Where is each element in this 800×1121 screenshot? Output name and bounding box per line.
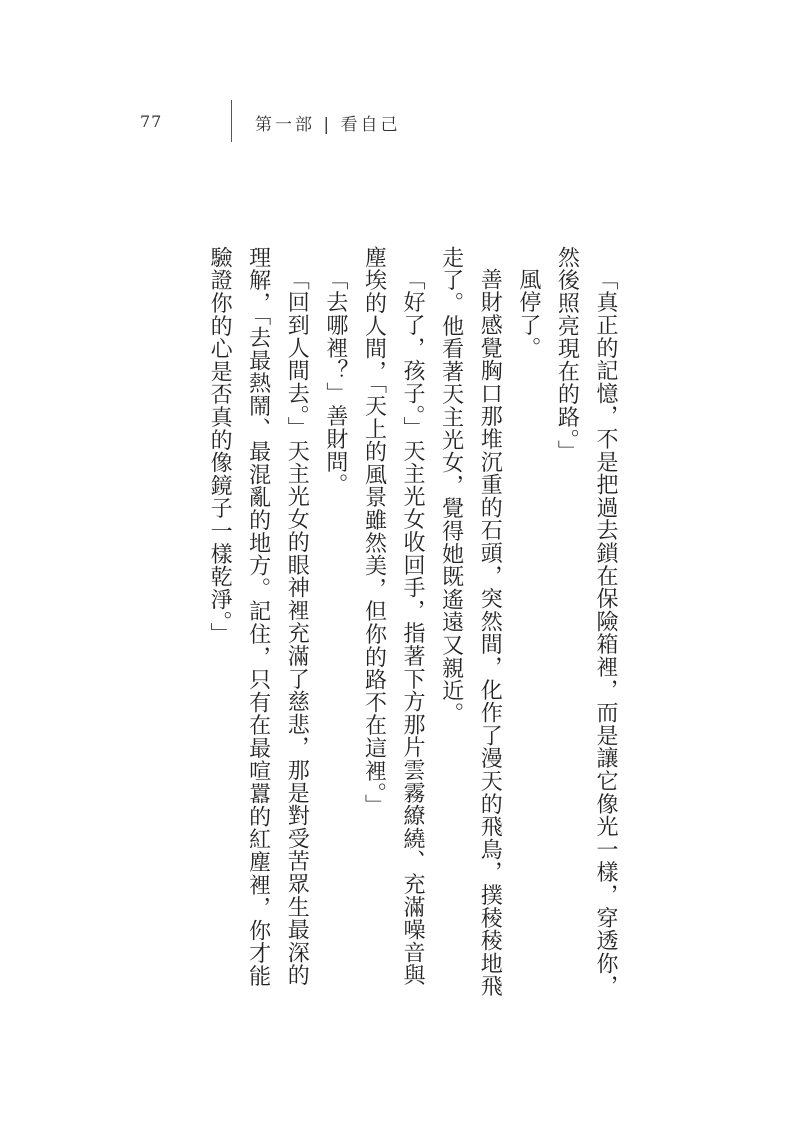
title-separator: | — [323, 115, 333, 135]
section-title: 第一部 — [255, 115, 315, 135]
running-head — [255, 110, 401, 135]
vertical-body-text — [199, 246, 624, 1006]
paragraph: 善財感覺胸口那堆沉重的石頭，突然間，化作了漫天的飛鳥，撲稜稜地飛走了。他看著天主光女，覺得她既遙遠又親近。 — [438, 246, 503, 998]
paragraph: 「好了，孩子。」天主光女收回手，指著下方那片雲霧繚繞、充滿噪音與塵埃的人間，「天上的風景雖然美，但你的路不在這裡。」 — [361, 246, 426, 987]
chapter-title: 看自己 — [340, 115, 401, 135]
paragraph: 風停了。 — [515, 268, 541, 360]
paragraph: 「去哪裡？」善財問。 — [322, 268, 348, 496]
paragraph: 「回到人間去。」天主光女的眼神裡充滿了慈悲，那是對受苦眾生最深的理解，「去最熱鬧、最混亂的地方。記住，只有在最喧囂的紅塵裡，你才能驗證你的心是否真的像鏡子一樣乾淨。」 — [207, 246, 310, 988]
page-number: 77 — [140, 112, 163, 131]
header-divider — [231, 100, 232, 142]
paragraph: 「真正的記憶，不是把過去鎖在保險箱裡，而是讓它像光一樣，穿透你，然後照亮現在的路。」 — [554, 246, 618, 998]
running-header — [0, 100, 800, 150]
